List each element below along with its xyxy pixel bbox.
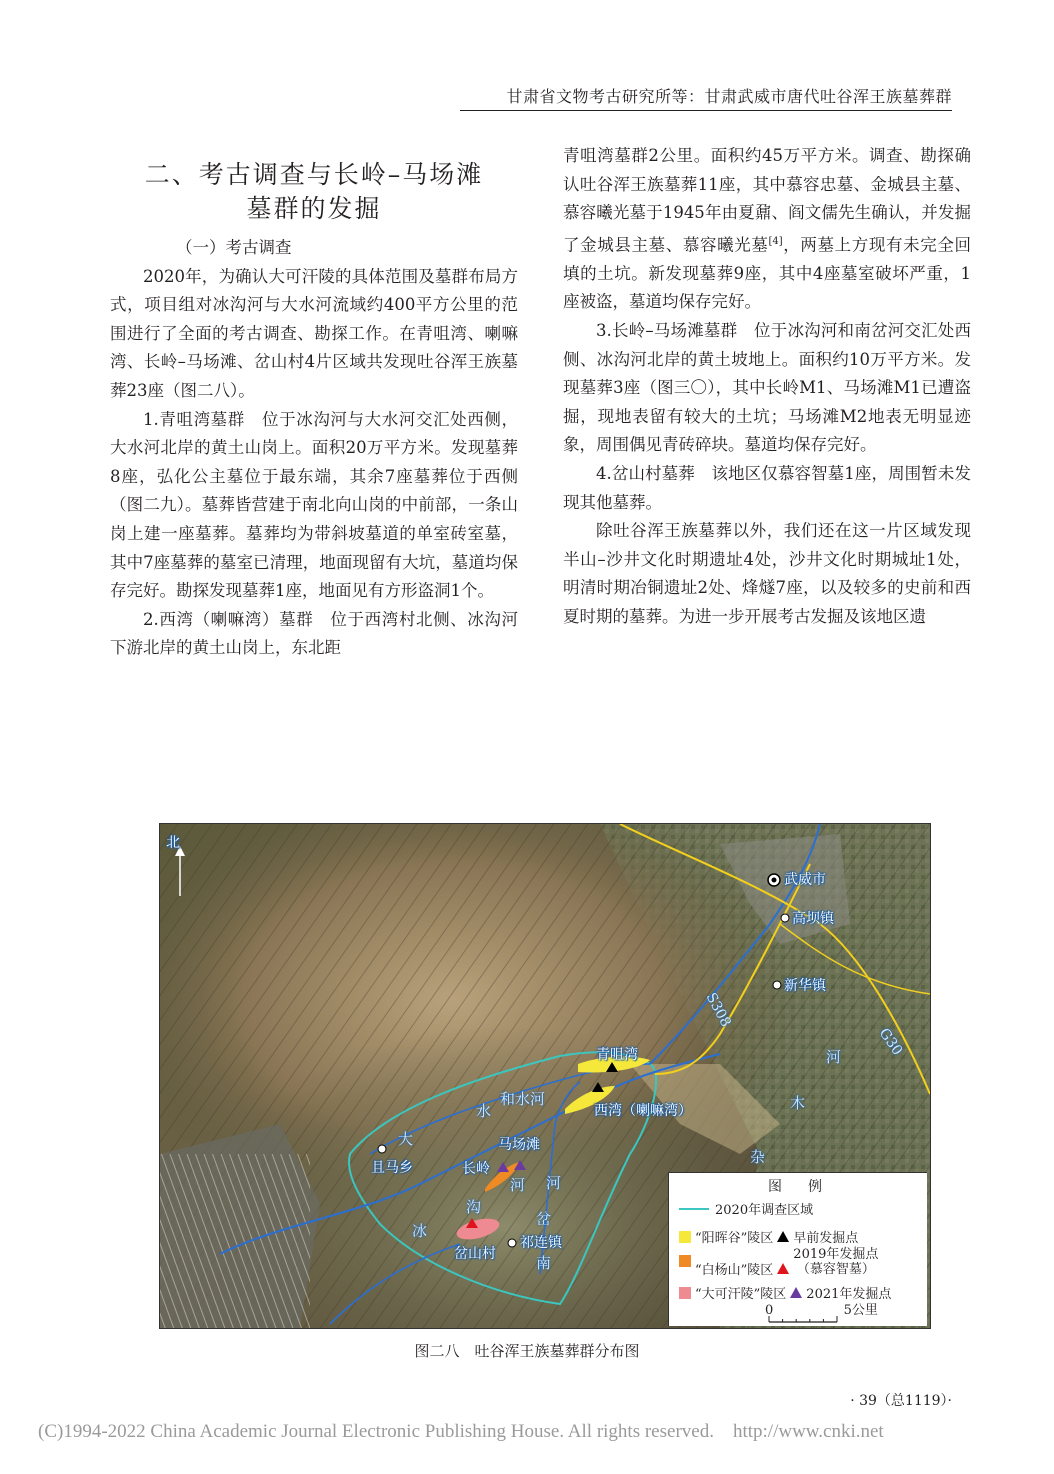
river-label-upper: 和水河 xyxy=(500,1090,546,1108)
north-label: 北 xyxy=(166,835,180,851)
legend-2019 xyxy=(793,1247,878,1277)
river-label-mu: 木 xyxy=(790,1094,806,1112)
paragraph-xiwan: 2.西湾（喇嘛湾）墓群 位于西湾村北侧、冰沟河下游北岸的黄土山岗上，东北距 xyxy=(110,609,518,658)
section-title-line1: 二、考古调查与长岭–马场滩 xyxy=(144,160,484,189)
label-xinhua: 新华镇 xyxy=(784,978,826,994)
paragraph-changling: 3.长岭–马场滩墓群 位于冰沟河和南岔河交汇处西侧、冰沟河北岸的黄土坡地上。面积约10万平方米。发现墓葬3座（图三〇），其中长岭M1、马场滩M1已遭盗掘，现地表留有较大的土坑；马场滩M2地表无明显迹象，周围偶见青砖碎块。墓道均保存完好。 xyxy=(563,321,971,455)
xiwan-text-b: ，两墓上方现有未完全回填的土坑。新发现墓葬9座，其中4座墓室破坏严重，1座被盗，墓道均保存完好。 xyxy=(563,235,972,312)
river-label-nancha-he: 河 xyxy=(546,1174,562,1192)
survey-line-swatch xyxy=(679,1208,709,1210)
label-wuwei: 武威市 xyxy=(784,872,826,888)
copyright-line: (C)1994-2022 China Academic Journal Electronic Publishing House. All rights reserved. http://www.cnki.net xyxy=(38,1421,884,1442)
river-label-za: 杂 xyxy=(750,1148,766,1166)
paragraph-xiwan-cont xyxy=(563,142,971,317)
paragraph-qingzuiwan: 1.青咀湾墓群 位于冰沟河与大水河交汇处西侧，大水河北岸的黄土山岗上。面积20万平方米。发现墓葬8座，弘化公主墓位于最东端，其余7座墓葬位于西侧（图二九）。墓葬皆营建于南北向山岗的中前部，一条山岗上建一座墓葬。墓葬均为带斜坡墓道的单室砖室墓，其中7座墓葬的墓室已清理，地面现留有大坑，墓道均保存完好。勘探发现墓葬1座，地面见有方形盗洞1个。 xyxy=(110,409,518,601)
figure-caption: 图二八 吐谷浑王族墓葬群分布图 xyxy=(414,1342,640,1360)
section-title-line2: 墓群的发掘 xyxy=(246,194,382,223)
legend-2019-line1: 2019年发掘点 xyxy=(793,1247,879,1262)
legend-dakehanling-label: “大可汗陵”陵区 xyxy=(695,1287,787,1302)
label-qilianzhen: 祁连镇 xyxy=(520,1235,562,1251)
xiwan-text-a: 青咀湾墓群2公里。面积约45万平方米。调查、勘探确认吐谷浑王族墓葬11座，其中慕容忠墓、金城县主墓、慕容曦光墓于1945年由夏鼐、阎文儒先生确认，并发掘了金城县主墓、慕容曦光墓 xyxy=(563,146,971,255)
legend-row-survey xyxy=(679,1199,813,1218)
legend-survey-label: 2020年调查区域 xyxy=(715,1203,814,1218)
page-number: · 39（总1119）· xyxy=(850,1393,952,1409)
paragraph-survey-intro: 2020年，为确认大可汗陵的具体范围及墓群布局方式，项目组对冰沟河与大水河流域约400平方公里的范围进行了全面的考古调查、勘探工作。在青咀湾、喇嘛湾、长岭–马场滩、岔山村4片区域共发现吐谷浑王族墓葬23座（图二八）。 xyxy=(110,266,518,400)
purple-triangle-icon xyxy=(790,1287,802,1298)
legend-early-label: 早前发掘点 xyxy=(793,1231,859,1246)
legend-row-yanghuigu xyxy=(679,1227,858,1246)
river-label-east-he: 河 xyxy=(826,1048,842,1066)
label-qiemaxiang: 且马乡 xyxy=(371,1160,413,1176)
road-label-g30: G30 xyxy=(875,1025,906,1059)
town-marker-qilian xyxy=(508,1239,516,1247)
town-marker-qiema xyxy=(378,1145,386,1153)
label-qingzuiwan: 青咀湾 xyxy=(596,1047,638,1063)
scale-five-label: 5公里 xyxy=(843,1303,878,1318)
river-label-bingou-he: 河 xyxy=(510,1176,526,1194)
scale-zero-label: 0 xyxy=(765,1303,774,1318)
running-head: 甘肃省文物考古研究所等：甘肃武威市唐代吐谷浑王族墓葬群 xyxy=(506,87,952,106)
label-gaoba: 高坝镇 xyxy=(792,911,834,927)
section-title xyxy=(110,158,518,226)
river-label-nan: 南 xyxy=(536,1254,552,1272)
citation-ref[interactable]: [4] xyxy=(768,235,783,247)
town-marker-xinhua xyxy=(773,981,781,989)
paragraph-other-sites: 除吐谷浑王族墓葬以外，我们还在这一片区域发现半山–沙井文化时期遗址4处，沙井文化时期城址1处，明清时期冶铜遗址2处、烽燧7座，以及较多的史前和西夏时期的墓葬。为进一步开展考古发掘及该地区遗 xyxy=(563,521,971,626)
river-label-cha: 岔 xyxy=(536,1210,552,1228)
map-legend xyxy=(668,1172,927,1326)
yanghuigu-swatch xyxy=(679,1231,691,1243)
legend-title: 图 例 xyxy=(768,1179,828,1195)
road-label-s308: S308 xyxy=(702,990,734,1030)
legend-yanghuigu-label: “阳晖谷”陵区 xyxy=(695,1231,774,1246)
legend-2021-label: 2021年发掘点 xyxy=(806,1287,892,1302)
header-rule xyxy=(460,110,952,111)
legend-2019-line2: （慕容智墓） xyxy=(796,1262,875,1277)
subsection-heading: （一）考古调查 xyxy=(176,238,292,257)
legend-row-baiyangshan xyxy=(679,1247,878,1277)
left-column xyxy=(110,142,518,663)
right-column xyxy=(563,142,971,632)
label-chashancun: 岔山村 xyxy=(454,1246,496,1262)
paragraph-chashancun: 4.岔山村墓葬 该地区仅慕容智墓1座，周围暂未发现其他墓葬。 xyxy=(563,464,971,512)
river-label-shui: 水 xyxy=(476,1102,492,1120)
town-marker-gaoba xyxy=(781,914,789,922)
label-xiwan: 西湾（喇嘛湾） xyxy=(594,1103,692,1119)
dakehanling-swatch xyxy=(679,1287,691,1299)
early-triangle-icon xyxy=(777,1231,789,1242)
red-triangle-icon xyxy=(777,1263,789,1274)
label-machangtan: 马场滩 xyxy=(498,1137,540,1153)
baiyangshan-swatch xyxy=(679,1255,691,1267)
label-changling: 长岭 xyxy=(462,1161,490,1177)
river-label-gou: 沟 xyxy=(466,1198,482,1216)
legend-baiyangshan-label: “白杨山”陵区 xyxy=(695,1263,774,1278)
scale-ruler xyxy=(767,1316,839,1324)
river-label-bing: 冰 xyxy=(412,1222,428,1240)
river-label-da: 大 xyxy=(398,1130,414,1148)
